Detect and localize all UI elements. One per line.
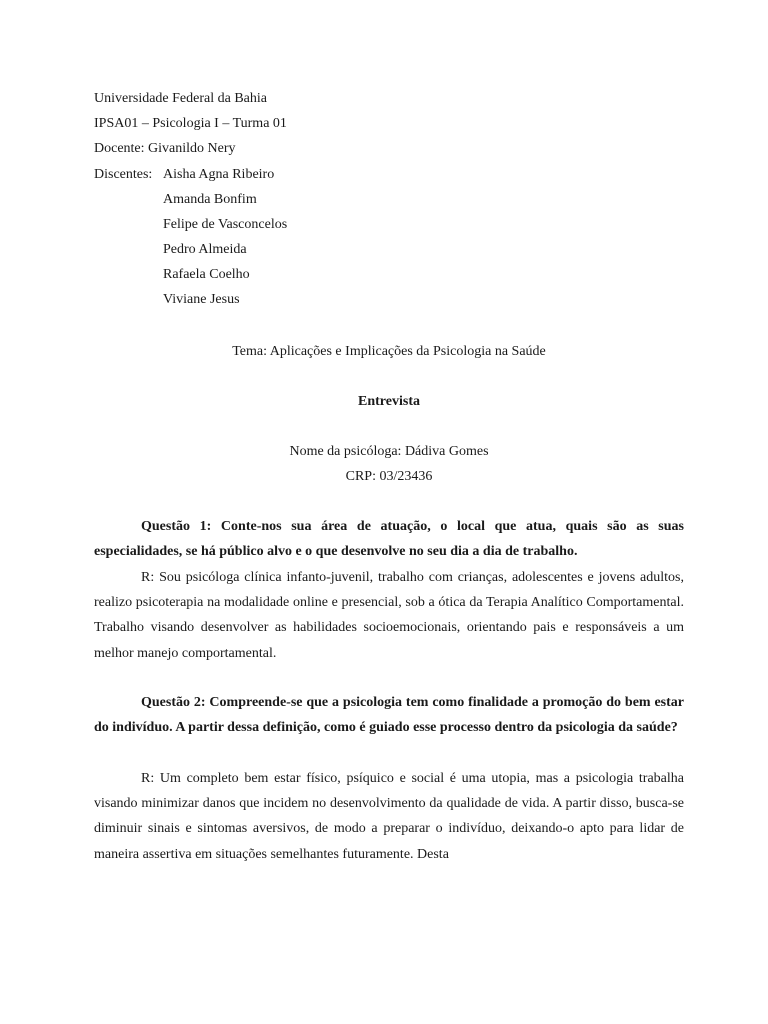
question-1: Questão 1: Conte-nos sua área de atuação, o local que atua, quais são as suas especialidades, se há público alvo e o que desenvolve no seu dia a dia de trabalho. bbox=[94, 519, 684, 560]
student-name: Amanda Bonfim bbox=[163, 192, 257, 207]
student-name: Felipe de Vasconcelos bbox=[163, 217, 288, 232]
teacher-name: Docente: Givanildo Nery bbox=[94, 141, 236, 156]
psychologist-crp: CRP: 03/23436 bbox=[345, 469, 433, 484]
answer-2: R: Um completo bem estar físico, psíquico e social é uma utopia, mas a psicologia trabalha visando minimizar danos que incidem no desenvolvimento da qualidade de vida. A partir disso, busca-se diminuir sinais e sintomas aversivos, de modo a preparar o indivíduo, deixando-o apto para lidar de maneira assertiva em situações semelhantes futuramente. Desta bbox=[94, 771, 684, 862]
student-name: Rafaela Coelho bbox=[163, 267, 250, 282]
course-name: IPSA01 – Psicologia I – Turma 01 bbox=[94, 116, 287, 131]
university-name: Universidade Federal da Bahia bbox=[94, 91, 267, 106]
student-name: Pedro Almeida bbox=[163, 242, 247, 257]
answer-1: R: Sou psicóloga clínica infanto-juvenil, trabalho com crianças, adolescentes e jovens adultos, realizo psicoterapia na modalidade online e presencial, sob a ótica da Terapia Analítico Comportamental. Trabalho visando desenvolver as habilidades socioemocionais, orientando pais e responsáveis a um melhor manejo comportamental. bbox=[94, 570, 684, 661]
question-2: Questão 2: Compreende-se que a psicologia tem como finalidade a promoção do bem estar do indivíduo. A partir dessa definição, como é guiado esse processo dentro da psicologia da saúde? bbox=[94, 695, 684, 736]
theme-title: Tema: Aplicações e Implicações da Psicologia na Saúde bbox=[232, 344, 546, 359]
section-title: Entrevista bbox=[358, 394, 420, 409]
students-label: Discentes: bbox=[94, 167, 153, 182]
student-name: Aisha Agna Ribeiro bbox=[163, 167, 275, 182]
student-name: Viviane Jesus bbox=[163, 292, 240, 307]
psychologist-name: Nome da psicóloga: Dádiva Gomes bbox=[289, 444, 489, 459]
